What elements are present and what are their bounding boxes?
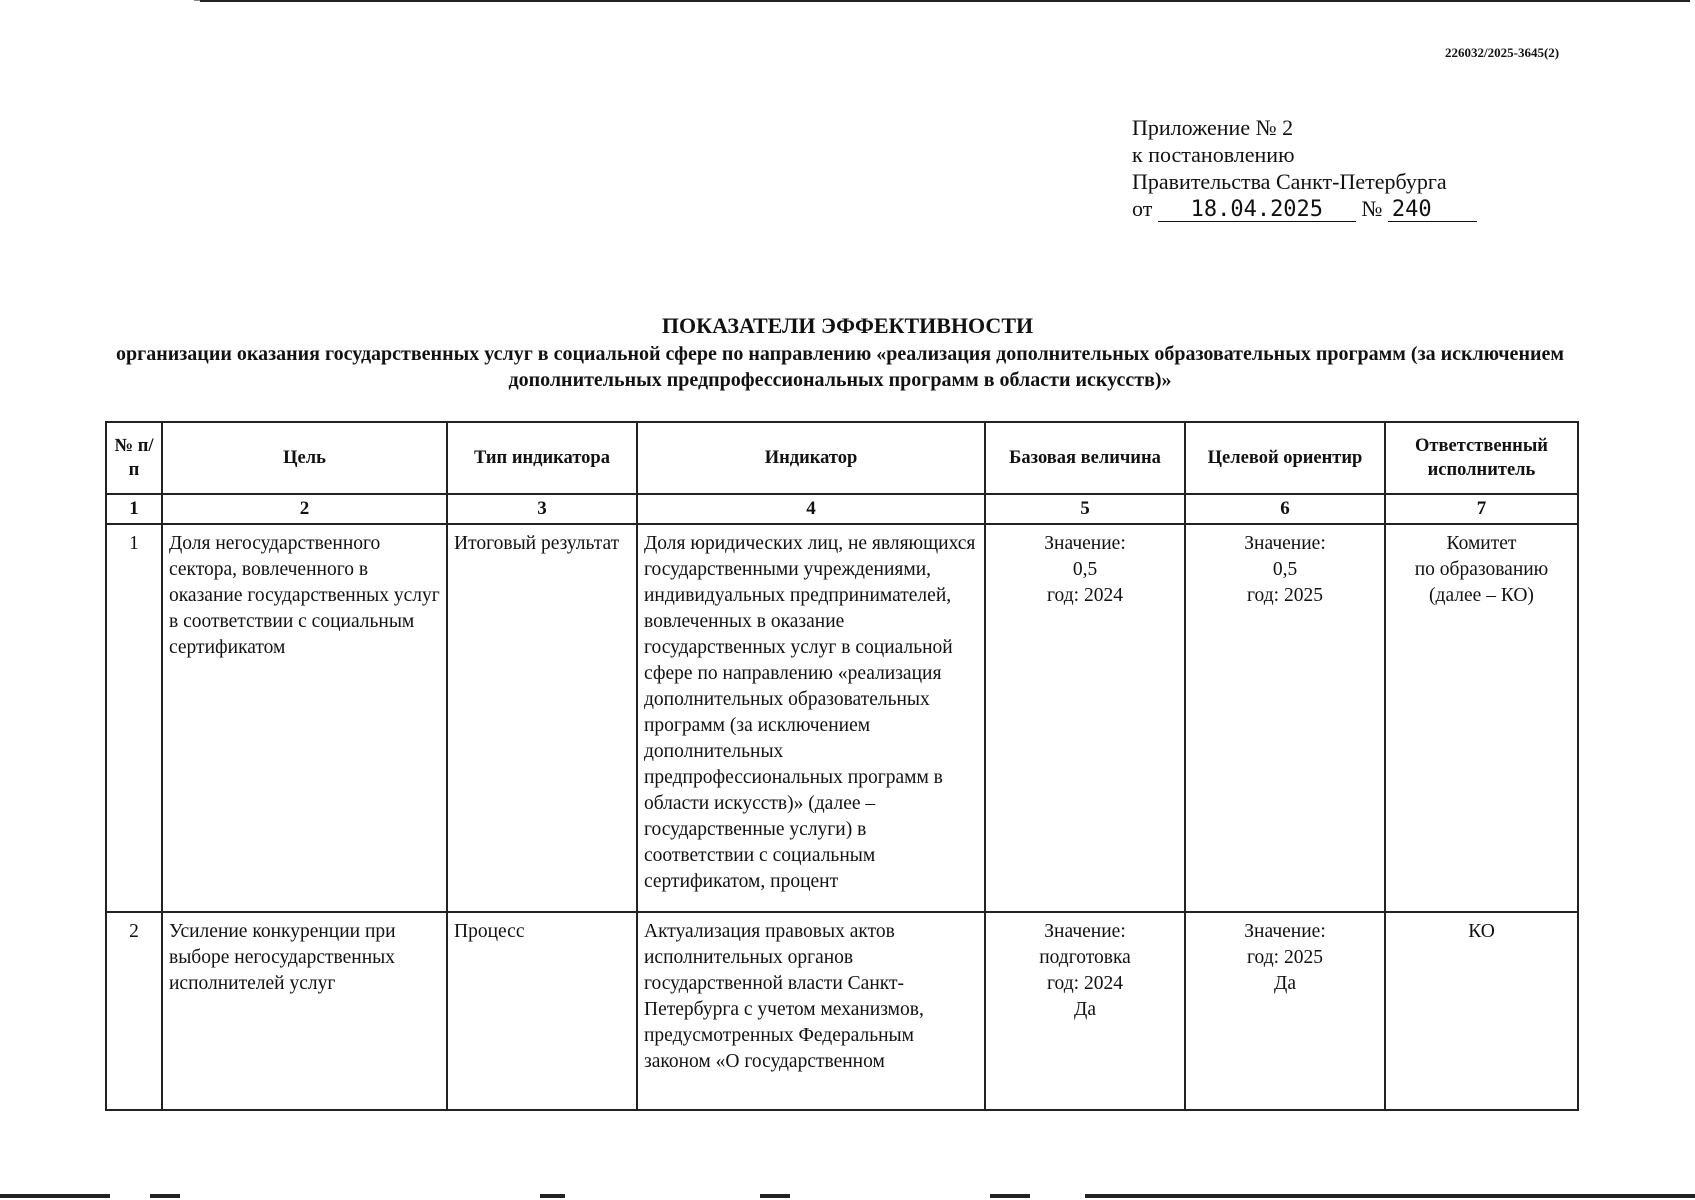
indicator-type-cell: Процесс (447, 912, 637, 1110)
base-value-cell: Значение: подготовка год: 2024 Да (985, 912, 1185, 1110)
row-number: 1 (106, 524, 162, 912)
header-cell-num: № п/п (106, 422, 162, 494)
indicator-cell: Доля юридических лиц, не являющихся государственными учреждениями, индивидуальных предпринимателей, вовлеченных в оказание государственных услуг в социальной сфере по направлению «реализация дополнительных образовательных программ (за исключением дополнительных предпрофессиональных программ в области искусств)» (далее – государственные услуги) в соответствии с социальным сертификатом, процент (637, 524, 985, 912)
document-subtitle: организации оказания государственных услуг в социальной сфере по направлению «реализация дополнительных образовательных программ (за исключением дополнительных предпрофессиональных программ в области искусств)» (116, 343, 1564, 391)
indicator-type-cell: Итоговый результат (447, 524, 637, 912)
resolution-date: 18.04.2025 (1158, 199, 1356, 222)
appendix-line-3: Правительства Санкт-Петербурга (1132, 169, 1447, 194)
responsible-cell: КО (1385, 912, 1578, 1110)
from-label: от (1132, 196, 1153, 221)
header-cell-base: Базовая величина (985, 422, 1185, 494)
scan-top-border (200, 0, 1690, 2)
column-number: 5 (985, 494, 1185, 524)
table-row (106, 912, 1578, 1110)
column-number: 3 (447, 494, 637, 524)
registration-number: 226032/2025-3645(2) (1445, 45, 1560, 60)
appendix-line-1: Приложение № 2 (1132, 115, 1294, 140)
column-number: 7 (1385, 494, 1578, 524)
goal-cell: Усиление конкуренции при выборе негосударственных исполнителей услуг (162, 912, 447, 1110)
document-title: ПОКАЗАТЕЛИ ЭФФЕКТИВНОСТИ (661, 313, 1034, 338)
table-row (106, 524, 1578, 912)
scan-bottom-edge (0, 1194, 1695, 1200)
header-cell-responsible: Ответственный исполнитель (1385, 422, 1578, 494)
number-label: № (1361, 196, 1383, 221)
header-cell-goal: Цель (162, 422, 447, 494)
appendix-block (1132, 114, 1477, 222)
responsible-cell: Комитет по образованию (далее – КО) (1385, 524, 1578, 912)
header-cell-indicator: Индикатор (637, 422, 985, 494)
column-number: 6 (1185, 494, 1385, 524)
target-value-cell: Значение: 0,5 год: 2025 (1185, 524, 1385, 912)
indicators-table (105, 421, 1579, 1111)
appendix-line-2: к постановлению (1132, 142, 1295, 167)
header-cell-type: Тип индикатора (447, 422, 637, 494)
row-number: 2 (106, 912, 162, 1110)
base-value-cell: Значение: 0,5 год: 2024 (985, 524, 1185, 912)
target-value-cell: Значение: год: 2025 Да (1185, 912, 1385, 1110)
column-number: 4 (637, 494, 985, 524)
column-number: 2 (162, 494, 447, 524)
table-header-row (106, 422, 1578, 494)
goal-cell: Доля негосударственного сектора, вовлеченного в оказание государственных услуг в соответствии с социальным сертификатом (162, 524, 447, 912)
indicator-cell: Актуализация правовых актов исполнительных органов государственной власти Санкт-Петербурга с учетом механизмов, предусмотренных Федеральным законом «О государственном (637, 912, 985, 1110)
column-number: 1 (106, 494, 162, 524)
appendix-date-line (1132, 195, 1477, 222)
header-cell-target: Целевой ориентир (1185, 422, 1385, 494)
resolution-number: 240 (1388, 199, 1477, 222)
column-number-row (106, 494, 1578, 524)
